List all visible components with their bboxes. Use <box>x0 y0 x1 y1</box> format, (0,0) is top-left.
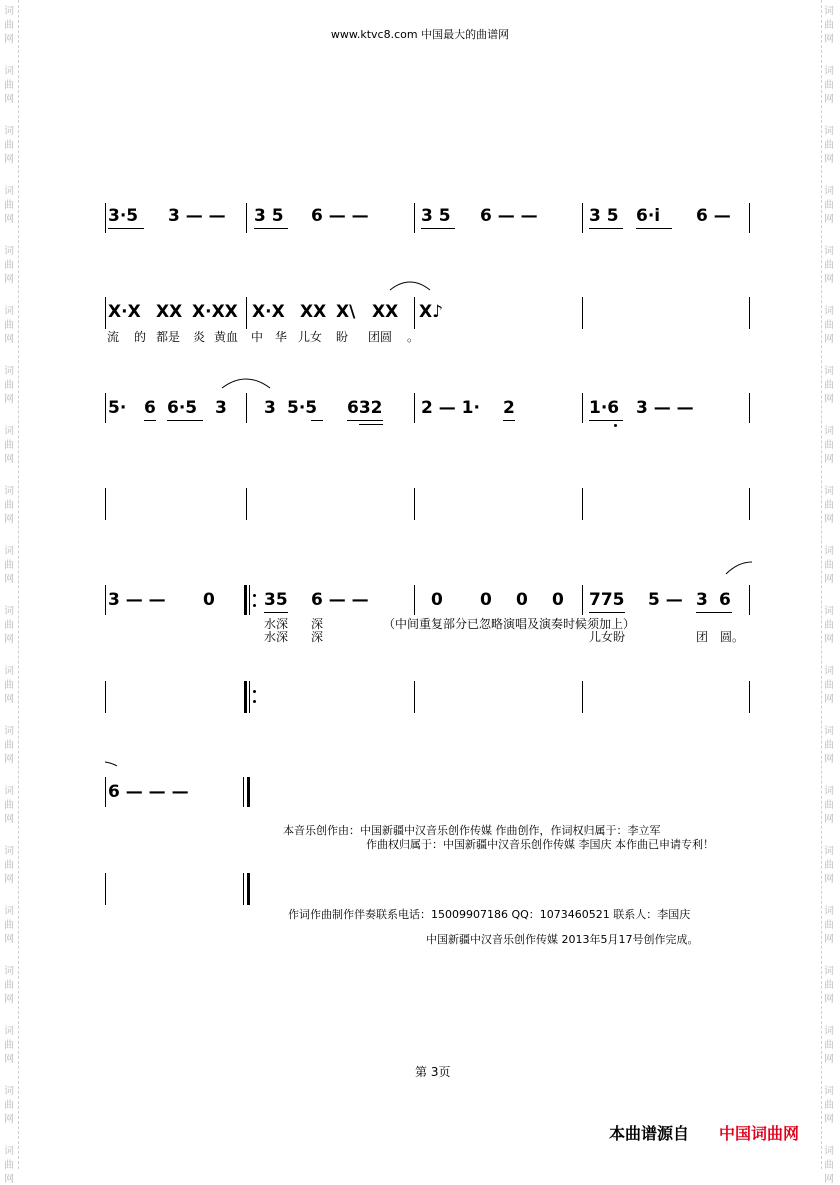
lyric: 团 <box>696 630 709 644</box>
note: 0 <box>552 590 564 610</box>
watermark-glyph: 网 <box>4 94 14 105</box>
note: 3 — — <box>168 206 226 226</box>
underline <box>254 228 288 229</box>
watermark-glyph: 曲 <box>4 80 14 91</box>
note: 632 <box>347 398 383 418</box>
watermark-glyph: 网 <box>824 214 834 225</box>
watermark-glyph: 曲 <box>4 320 14 331</box>
watermark-glyph: 曲 <box>4 440 14 451</box>
note: 3 <box>264 398 276 418</box>
watermark-glyph: 网 <box>4 274 14 285</box>
barline <box>243 873 244 905</box>
barline <box>105 585 106 615</box>
watermark-glyph: 网 <box>824 874 834 885</box>
underline <box>421 228 455 229</box>
watermark-glyph: 曲 <box>4 740 14 751</box>
note: 0 <box>516 590 528 610</box>
lyric: 中 <box>251 330 264 344</box>
note: 0 <box>480 590 492 610</box>
underline <box>589 612 625 613</box>
watermark-glyph: 词 <box>824 966 834 977</box>
watermark-glyph: 曲 <box>4 380 14 391</box>
barline <box>246 297 247 329</box>
watermark-glyph: 曲 <box>4 1100 14 1111</box>
watermark-glyph: 词 <box>824 906 834 917</box>
source-site-link[interactable]: 中国词曲网 <box>719 1124 800 1143</box>
underline <box>264 612 288 613</box>
watermark-glyph: 曲 <box>4 200 14 211</box>
watermark-glyph: 曲 <box>4 680 14 691</box>
watermark-glyph: 曲 <box>4 140 14 151</box>
watermark-glyph: 网 <box>824 514 834 525</box>
underline <box>108 228 144 229</box>
barline <box>246 203 247 233</box>
barline <box>105 393 106 423</box>
watermark-glyph: 网 <box>4 394 14 405</box>
tie-arc <box>388 276 432 292</box>
barline <box>414 393 415 423</box>
rhythm: XX <box>300 302 327 322</box>
note: 0 <box>431 590 443 610</box>
watermark-glyph: 词 <box>824 666 834 677</box>
repeat-dot <box>253 604 256 607</box>
watermark-strip-left <box>2 0 19 1185</box>
watermark-glyph: 网 <box>4 994 14 1005</box>
completion-line: 中国新疆中汉音乐创作传媒 2013年5月17号创作完成。 <box>426 933 699 946</box>
watermark-glyph: 网 <box>824 574 834 585</box>
watermark-glyph: 曲 <box>4 920 14 931</box>
watermark-glyph: 网 <box>824 274 834 285</box>
watermark-glyph: 网 <box>4 694 14 705</box>
watermark-glyph: 曲 <box>824 320 834 331</box>
repeat-dot <box>253 690 256 693</box>
watermark-glyph: 曲 <box>4 500 14 511</box>
watermark-glyph: 曲 <box>4 20 14 31</box>
watermark-glyph: 网 <box>4 814 14 825</box>
watermark-glyph: 网 <box>4 154 14 165</box>
watermark-glyph: 词 <box>824 1086 834 1097</box>
watermark-glyph: 曲 <box>4 800 14 811</box>
rhythm: X♪ <box>419 302 443 322</box>
watermark-glyph: 曲 <box>824 440 834 451</box>
repeat-barline <box>244 681 247 713</box>
watermark-glyph: 曲 <box>824 380 834 391</box>
watermark-glyph: 词 <box>4 546 14 557</box>
lyric: 圆。 <box>720 630 745 644</box>
watermark-glyph: 词 <box>824 306 834 317</box>
watermark-glyph: 词 <box>4 906 14 917</box>
watermark-glyph: 词 <box>4 786 14 797</box>
underline <box>696 612 732 613</box>
note: 3 5 <box>421 206 451 226</box>
watermark-glyph: 曲 <box>824 680 834 691</box>
barline <box>749 297 750 329</box>
note: 3 5 <box>254 206 284 226</box>
watermark-glyph: 词 <box>4 126 14 137</box>
barline <box>749 393 750 423</box>
watermark-glyph: 网 <box>4 34 14 45</box>
watermark-glyph: 曲 <box>4 1040 14 1051</box>
repeat-barline <box>244 585 247 615</box>
lyric: 华 <box>275 330 288 344</box>
note: 3 5 <box>589 206 619 226</box>
watermark-glyph: 网 <box>4 754 14 765</box>
watermark-glyph: 词 <box>824 186 834 197</box>
underline <box>359 424 383 425</box>
watermark-glyph: 网 <box>4 454 14 465</box>
barline <box>243 777 244 807</box>
barline <box>249 681 250 713</box>
rhythm: X·X <box>108 302 141 322</box>
watermark-glyph: 曲 <box>824 500 834 511</box>
watermark-glyph: 词 <box>824 6 834 17</box>
watermark-glyph: 网 <box>4 574 14 585</box>
watermark-glyph: 词 <box>4 186 14 197</box>
watermark-glyph: 网 <box>4 1114 14 1125</box>
barline <box>105 297 106 329</box>
underline <box>167 420 203 421</box>
page-number: 第 3页 <box>415 1065 451 1079</box>
watermark-glyph: 曲 <box>824 920 834 931</box>
watermark-glyph: 词 <box>4 1026 14 1037</box>
note: 6 <box>144 398 156 418</box>
watermark-glyph: 曲 <box>824 860 834 871</box>
watermark-glyph: 词 <box>4 1146 14 1157</box>
barline <box>414 488 415 520</box>
watermark-glyph: 词 <box>4 966 14 977</box>
watermark-glyph: 词 <box>824 546 834 557</box>
lyric: 深 <box>311 630 324 644</box>
watermark-glyph: 网 <box>4 634 14 645</box>
repeat-dot <box>253 700 256 703</box>
barline <box>582 393 583 423</box>
credits-line-2: 作曲权归属于：中国新疆中汉音乐创作传媒 李国庆 本作曲已申请专利！ <box>366 838 714 851</box>
barline <box>246 393 247 423</box>
barline <box>249 585 250 615</box>
watermark-glyph: 曲 <box>4 1160 14 1171</box>
underline <box>144 420 156 421</box>
note: 6 <box>719 590 731 610</box>
tie-arc <box>724 560 754 576</box>
watermark-glyph: 曲 <box>824 560 834 571</box>
watermark-glyph: 网 <box>824 94 834 105</box>
watermark-glyph: 网 <box>824 394 834 405</box>
barline <box>749 488 750 520</box>
watermark-glyph: 网 <box>824 994 834 1005</box>
watermark-glyph: 曲 <box>824 20 834 31</box>
note: 0 <box>203 590 215 610</box>
barline <box>414 297 415 329</box>
note: 3 — — <box>636 398 694 418</box>
tie-end-arc <box>104 760 118 768</box>
lyric: 都是 <box>156 330 181 344</box>
note: 35 <box>264 590 288 610</box>
barline <box>105 488 106 520</box>
source-label: 本曲谱源自 <box>609 1124 690 1143</box>
watermark-glyph: 词 <box>4 306 14 317</box>
barline <box>414 681 415 713</box>
underline <box>347 420 383 421</box>
watermark-glyph: 词 <box>824 1146 834 1157</box>
note: 6·5 <box>167 398 198 418</box>
watermark-glyph: 词 <box>824 786 834 797</box>
watermark-glyph: 曲 <box>4 260 14 271</box>
barline <box>749 585 750 615</box>
watermark-glyph: 词 <box>4 426 14 437</box>
lyric: 的 <box>134 330 147 344</box>
watermark-glyph: 曲 <box>824 260 834 271</box>
watermark-glyph: 网 <box>824 154 834 165</box>
underline <box>589 420 623 421</box>
watermark-glyph: 词 <box>824 1026 834 1037</box>
rhythm: X\ <box>336 302 356 322</box>
repeat-dot <box>253 594 256 597</box>
barline <box>105 681 106 713</box>
slur-arc <box>220 374 272 390</box>
watermark-glyph: 词 <box>4 666 14 677</box>
lyric-note: （中间重复部分已忽略演唱及演奏时候须加上） <box>383 617 636 631</box>
credits-line-1: 本音乐创作由：中国新疆中汉音乐创作传媒 作曲创作，作词权归属于：李立军 <box>283 824 661 837</box>
barline <box>749 681 750 713</box>
lyric: 黄血 <box>214 330 239 344</box>
note: 6 — — <box>480 206 538 226</box>
watermark-glyph: 词 <box>4 1086 14 1097</box>
barline <box>582 203 583 233</box>
underline <box>636 228 672 229</box>
barline <box>582 297 583 329</box>
note: 2 <box>503 398 515 418</box>
watermark-glyph: 曲 <box>824 200 834 211</box>
watermark-glyph: 词 <box>824 366 834 377</box>
lyric: 。 <box>407 330 420 344</box>
watermark-glyph: 词 <box>4 246 14 257</box>
watermark-glyph: 网 <box>824 754 834 765</box>
watermark-glyph: 网 <box>824 34 834 45</box>
watermark-glyph: 词 <box>824 66 834 77</box>
note: 6 — — <box>311 590 369 610</box>
underline <box>589 228 623 229</box>
site-header: www.ktvc8.com 中国最大的曲谱网 <box>330 28 510 41</box>
watermark-glyph: 曲 <box>824 620 834 631</box>
lyric: 流 <box>107 330 120 344</box>
watermark-strip-right <box>821 0 838 1185</box>
note: 775 <box>589 590 625 610</box>
low-octave-dot <box>614 424 617 427</box>
barline <box>582 681 583 713</box>
lyric: 水深 <box>264 617 289 631</box>
watermark-glyph: 词 <box>4 366 14 377</box>
note: 3·5 <box>108 206 139 226</box>
watermark-glyph: 网 <box>824 694 834 705</box>
rhythm: XX <box>156 302 183 322</box>
watermark-glyph: 网 <box>824 454 834 465</box>
watermark-glyph: 网 <box>824 814 834 825</box>
watermark-glyph: 曲 <box>824 1040 834 1051</box>
watermark-glyph: 曲 <box>4 860 14 871</box>
watermark-glyph: 网 <box>4 1054 14 1065</box>
watermark-glyph: 词 <box>4 726 14 737</box>
watermark-glyph: 曲 <box>4 620 14 631</box>
lyric: 儿女 <box>298 330 323 344</box>
contact-line: 作词作曲制作伴奏联系电话：15009907186 QQ：1073460521 联系人：李国庆 <box>288 908 691 921</box>
watermark-glyph: 网 <box>824 1114 834 1125</box>
watermark-glyph: 曲 <box>824 140 834 151</box>
note: 3 <box>696 590 708 610</box>
barline <box>246 488 247 520</box>
underline <box>503 420 515 421</box>
watermark-glyph: 曲 <box>824 1100 834 1111</box>
rhythm: XX <box>372 302 399 322</box>
watermark-glyph: 网 <box>4 1174 14 1185</box>
note: 1·6 <box>589 398 620 418</box>
final-barline <box>247 777 250 807</box>
watermark-glyph: 网 <box>4 334 14 345</box>
watermark-glyph: 词 <box>4 846 14 857</box>
note: 6·i <box>636 206 661 226</box>
watermark-glyph: 网 <box>824 634 834 645</box>
note: 6 — <box>696 206 731 226</box>
watermark-glyph: 词 <box>824 726 834 737</box>
barline <box>105 777 106 807</box>
watermark-glyph: 曲 <box>824 800 834 811</box>
barline <box>105 873 106 905</box>
barline <box>105 203 106 233</box>
barline <box>749 203 750 233</box>
watermark-glyph: 网 <box>4 514 14 525</box>
rhythm: X·X <box>252 302 285 322</box>
lyric: 儿女盼 <box>589 630 626 644</box>
final-barline <box>247 873 250 905</box>
watermark-glyph: 网 <box>824 1174 834 1185</box>
note: 6 — — — <box>108 782 189 802</box>
note: 2 — 1· <box>421 398 480 418</box>
note: 3 — — <box>108 590 166 610</box>
watermark-glyph: 词 <box>4 66 14 77</box>
watermark-glyph: 词 <box>4 606 14 617</box>
barline <box>582 585 583 615</box>
watermark-glyph: 网 <box>824 334 834 345</box>
lyric: 深 <box>311 617 324 631</box>
barline <box>414 203 415 233</box>
watermark-glyph: 词 <box>4 486 14 497</box>
watermark-glyph: 曲 <box>824 80 834 91</box>
watermark-glyph: 网 <box>4 214 14 225</box>
watermark-glyph: 词 <box>824 246 834 257</box>
watermark-glyph: 网 <box>824 934 834 945</box>
watermark-glyph: 曲 <box>824 740 834 751</box>
watermark-glyph: 词 <box>4 6 14 17</box>
note: 3 <box>215 398 227 418</box>
rhythm: X·XX <box>192 302 238 322</box>
watermark-glyph: 词 <box>824 126 834 137</box>
watermark-glyph: 词 <box>824 606 834 617</box>
watermark-glyph: 网 <box>4 874 14 885</box>
lyric: 炎 <box>193 330 206 344</box>
note: 6 — — <box>311 206 369 226</box>
watermark-glyph: 词 <box>824 846 834 857</box>
lyric: 团圆 <box>368 330 393 344</box>
watermark-glyph: 词 <box>824 486 834 497</box>
watermark-glyph: 曲 <box>4 560 14 571</box>
lyric: 盼 <box>336 330 349 344</box>
barline <box>582 488 583 520</box>
watermark-glyph: 曲 <box>824 1160 834 1171</box>
barline <box>414 585 415 615</box>
watermark-glyph: 网 <box>4 934 14 945</box>
note: 5· <box>108 398 127 418</box>
note: 5·5 <box>287 398 318 418</box>
watermark-glyph: 网 <box>824 1054 834 1065</box>
watermark-glyph: 词 <box>824 426 834 437</box>
watermark-glyph: 曲 <box>4 980 14 991</box>
lyric: 水深 <box>264 630 289 644</box>
underline <box>311 420 323 421</box>
watermark-glyph: 曲 <box>824 980 834 991</box>
note: 5 — <box>648 590 683 610</box>
